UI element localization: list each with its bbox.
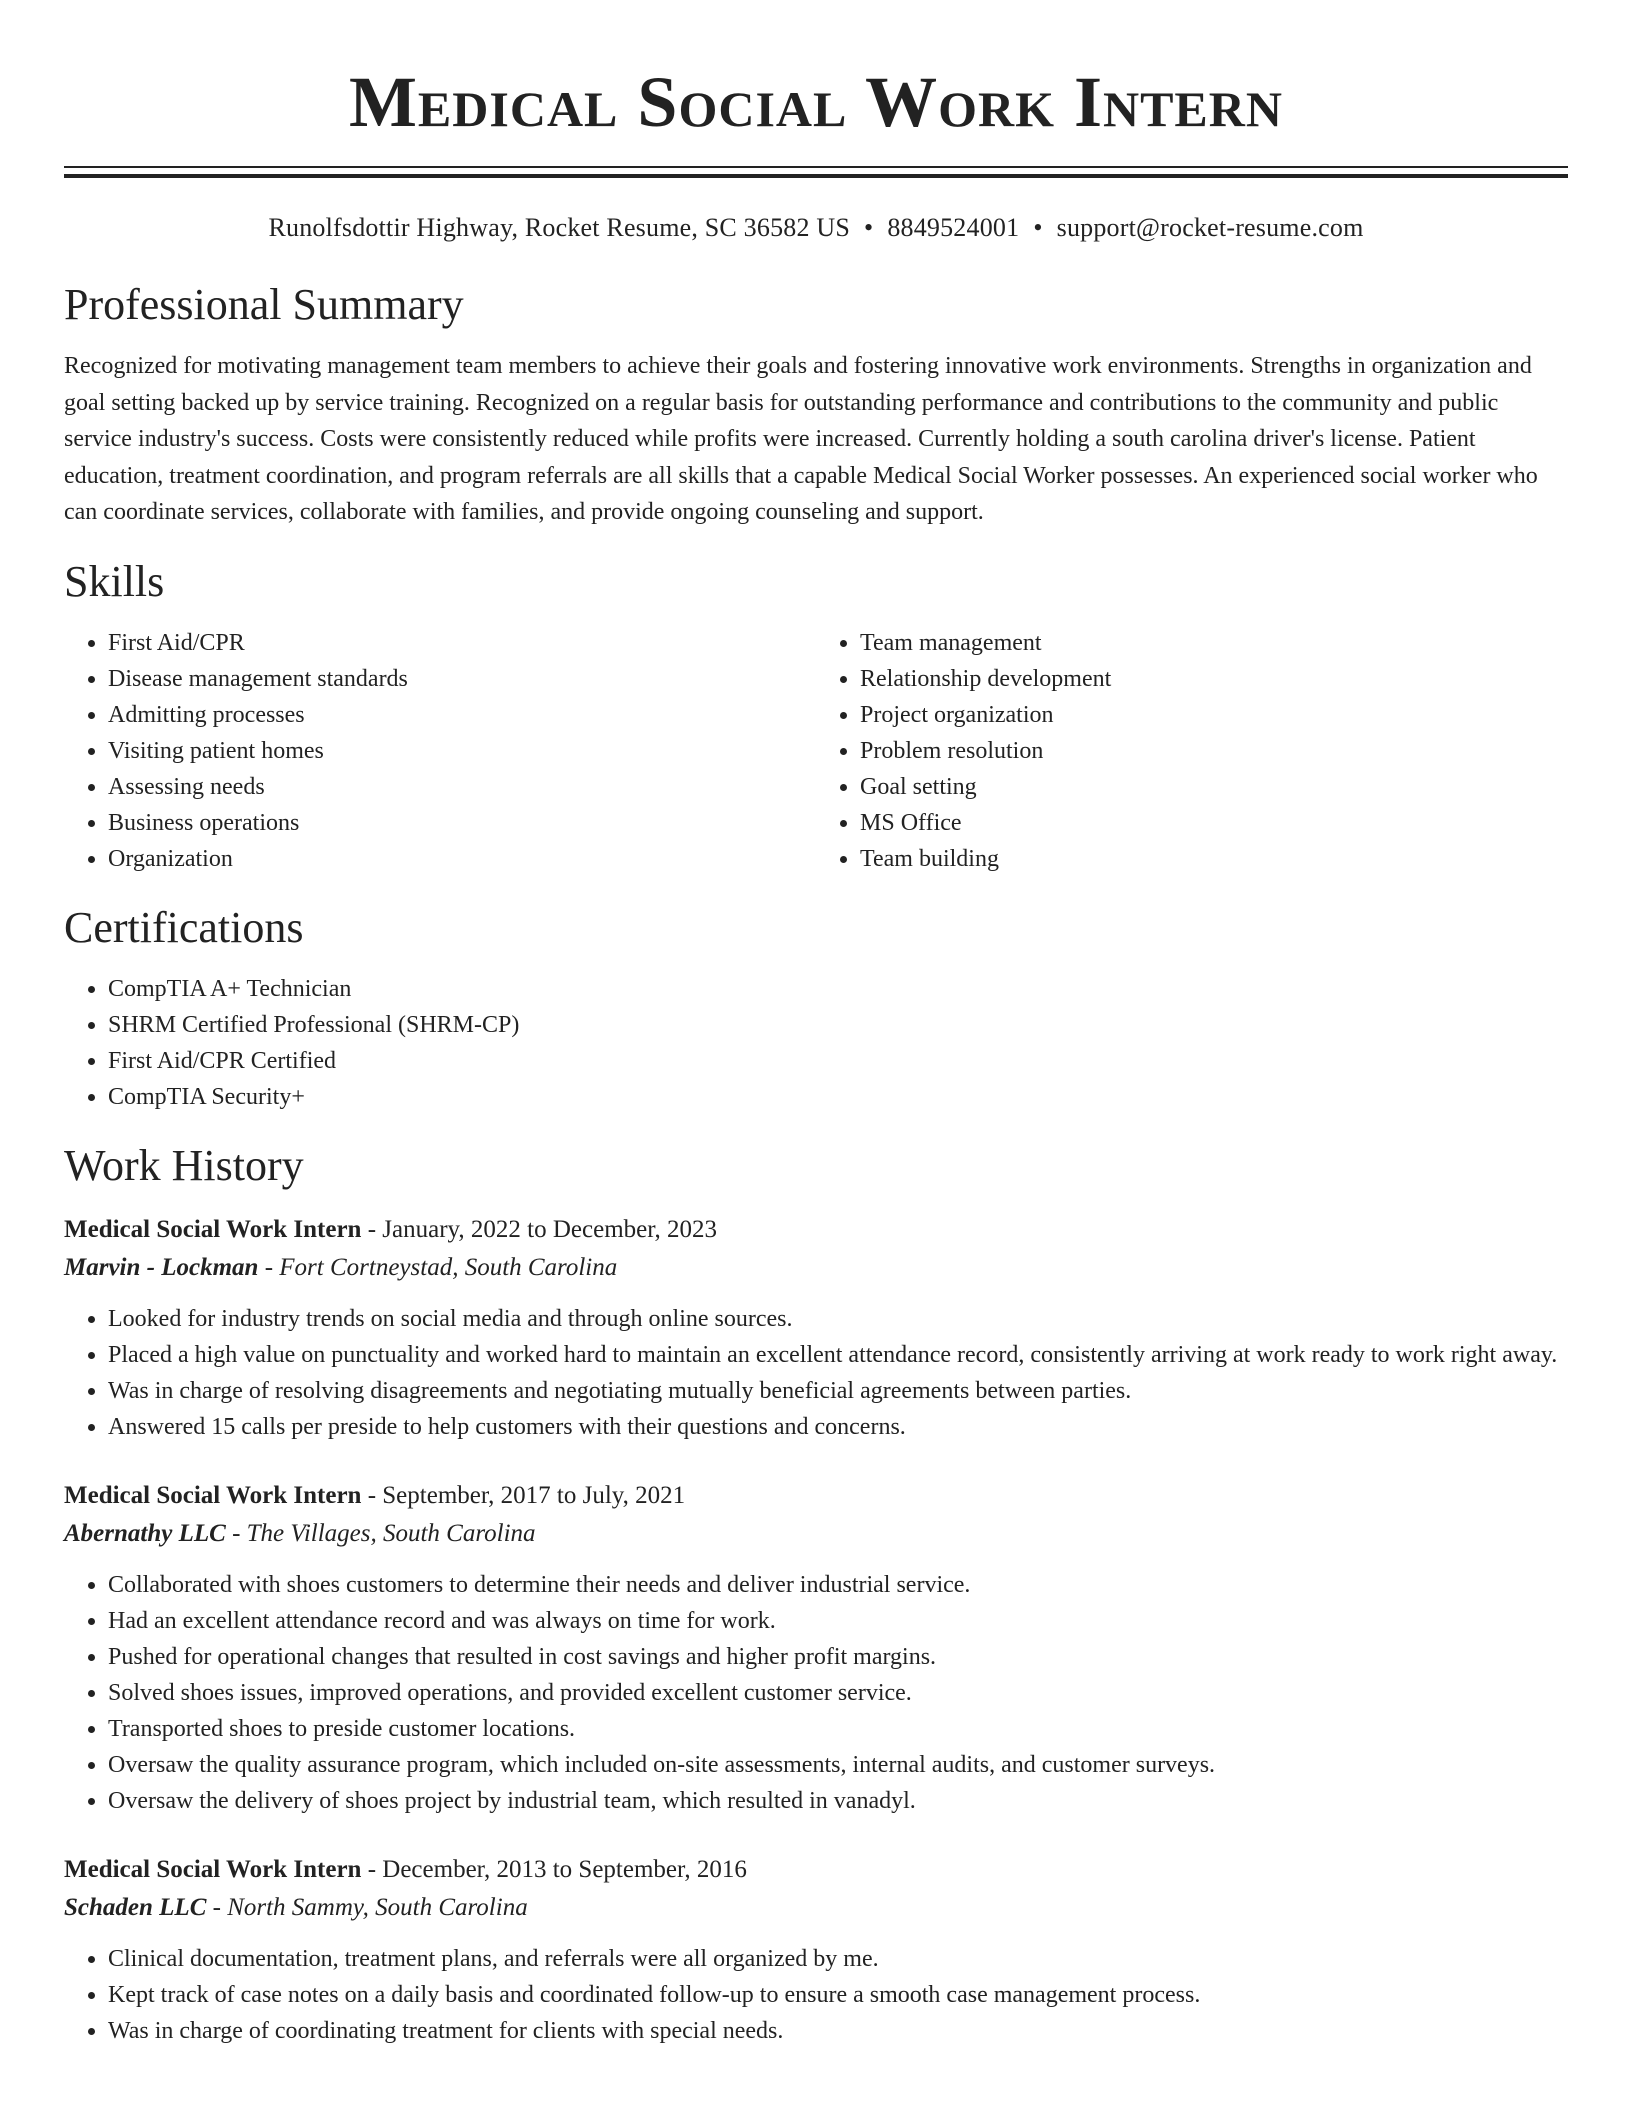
resume-title: Medical Social Work Intern (348, 62, 1284, 142)
certifications-section (64, 901, 1568, 1115)
job-bullet: • Answered 15 calls per preside to help customers with their questions and concerns. (108, 1409, 1568, 1445)
job-company-line (64, 1249, 1568, 1287)
certification-item: • First Aid/CPR Certified (108, 1043, 1568, 1079)
title-divider (64, 166, 1568, 178)
job-title-line (64, 1477, 1568, 1515)
job-bullets (64, 1301, 1568, 1445)
job-company-line (64, 1889, 1568, 1927)
job-company: Marvin - Lockman (64, 1253, 259, 1281)
job-bullet: • Looked for industry trends on social media and through online sources. (108, 1301, 1568, 1337)
skill-item: • Organization (108, 841, 816, 877)
job-bullet: • Collaborated with shoes customers to determine their needs and deliver industrial service. (108, 1567, 1568, 1603)
skills-heading: Skills (64, 556, 165, 606)
skills-list-right (816, 625, 1568, 877)
certification-item: • SHRM Certified Professional (SHRM-CP) (108, 1007, 1568, 1043)
contact-separator: • (864, 213, 874, 242)
certification-item: • CompTIA A+ Technician (108, 971, 1568, 1007)
certification-item: • CompTIA Security+ (108, 1079, 1568, 1115)
job-bullet: • Oversaw the delivery of shoes project by industrial team, which resulted in vanadyl. (108, 1783, 1568, 1819)
skills-section (64, 555, 1568, 877)
job-bullet: • Oversaw the quality assurance program, which included on-site assessments, internal audits, and customer surveys. (108, 1747, 1568, 1783)
certifications-heading: Certifications (64, 902, 304, 952)
skill-item: • Disease management standards (108, 661, 816, 697)
summary-heading: Professional Summary (64, 280, 464, 329)
job-bullets (64, 1941, 1568, 2049)
job-title: Medical Social Work Intern (64, 1481, 362, 1509)
skills-list-left (64, 625, 816, 877)
work-history-heading: Work History (64, 1140, 304, 1190)
job-entry (64, 1211, 1568, 1445)
job-location: - The Villages, South Carolina (225, 1519, 536, 1547)
contact-line (64, 212, 1568, 244)
job-bullet: • Placed a high value on punctuality and worked hard to maintain an excellent attendance record, consistently arriving at work ready to work right away. (108, 1337, 1568, 1373)
summary-text: Recognized for motivating management team members to achieve their goals and fostering innovative work environments. Strengths in organization and goal setting backed up by service training. Recognized on a regular basis for outstanding performance and contributions to the community and public service industry's success. Costs were consistently reduced while profits were increased. Currently holding a south carolina driver's license. Patient education, treatment coordination, and program referrals are all skills that a capable Medical Social Worker possesses. An experienced social worker who can coordinate services, collaborate with families, and provide ongoing counseling and support. (64, 353, 1538, 526)
skill-item: • Business operations (108, 805, 816, 841)
job-bullet: • Clinical documentation, treatment plans, and referrals were all organized by me. (108, 1941, 1568, 1977)
job-bullet: • Was in charge of resolving disagreements and negotiating mutually beneficial agreements between parties. (108, 1373, 1568, 1409)
job-company: Abernathy LLC (64, 1519, 226, 1547)
job-location: - North Sammy, South Carolina (206, 1893, 528, 1921)
job-title: Medical Social Work Intern (64, 1855, 362, 1883)
job-bullet: • Solved shoes issues, improved operations, and provided excellent customer service. (108, 1675, 1568, 1711)
contact-email[interactable]: support@rocket-resume.com (1056, 213, 1364, 242)
skill-item: • Team building (860, 841, 1568, 877)
job-dates: - December, 2013 to September, 2016 (361, 1855, 747, 1883)
job-bullets (64, 1567, 1568, 1819)
job-company: Schaden LLC (64, 1893, 207, 1921)
skill-item: • Project organization (860, 697, 1568, 733)
skill-item: • First Aid/CPR (108, 625, 816, 661)
certifications-list (64, 971, 1568, 1115)
skill-item: • Assessing needs (108, 769, 816, 805)
job-dates: - September, 2017 to July, 2021 (361, 1481, 686, 1509)
skill-item: • Problem resolution (860, 733, 1568, 769)
job-entry (64, 1851, 1568, 2049)
job-title: Medical Social Work Intern (64, 1215, 362, 1243)
skill-item: • Team management (860, 625, 1568, 661)
contact-address: Runolfsdottir Highway, Rocket Resume, SC 36582 US (268, 213, 850, 242)
job-location: - Fort Cortneystad, South Carolina (258, 1253, 618, 1281)
job-bullet: • Pushed for operational changes that resulted in cost savings and higher profit margins. (108, 1639, 1568, 1675)
skill-item: • Visiting patient homes (108, 733, 816, 769)
job-title-line (64, 1211, 1568, 1249)
skill-item: • Admitting processes (108, 697, 816, 733)
contact-phone: 8849524001 (887, 213, 1020, 242)
contact-separator: • (1033, 213, 1043, 242)
job-dates: - January, 2022 to December, 2023 (361, 1215, 718, 1243)
skill-item: • Relationship development (860, 661, 1568, 697)
work-history-section (64, 1139, 1568, 2049)
skill-item: • Goal setting (860, 769, 1568, 805)
job-bullet: • Transported shoes to preside customer locations. (108, 1711, 1568, 1747)
job-bullet: • Kept track of case notes on a daily basis and coordinated follow-up to ensure a smooth case management process. (108, 1977, 1568, 2013)
skills-columns (64, 625, 1568, 877)
professional-summary-section (64, 278, 1568, 531)
job-bullet: • Was in charge of coordinating treatment for clients with special needs. (108, 2013, 1568, 2049)
job-title-line (64, 1851, 1568, 1889)
job-entry (64, 1477, 1568, 1819)
job-company-line (64, 1515, 1568, 1553)
skill-item: • MS Office (860, 805, 1568, 841)
job-bullet: • Had an excellent attendance record and was always on time for work. (108, 1603, 1568, 1639)
